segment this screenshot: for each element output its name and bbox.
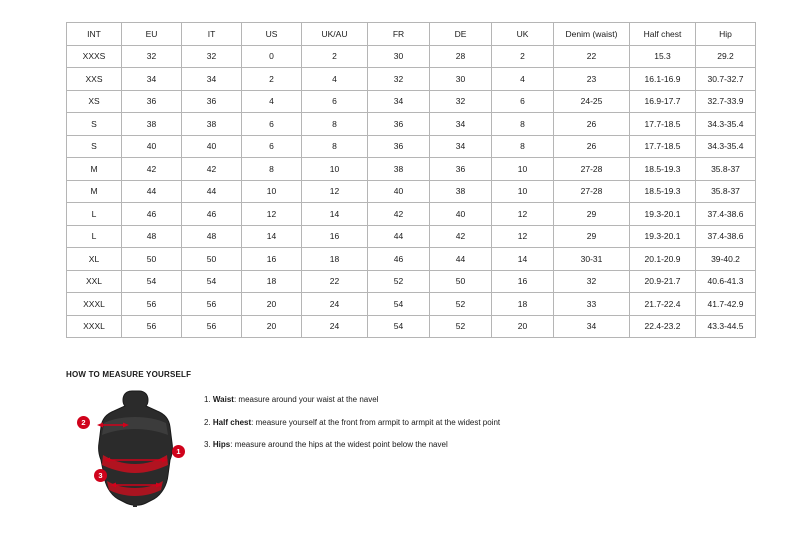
cell: XXS xyxy=(67,68,122,91)
cell: S xyxy=(67,113,122,136)
cell: 23 xyxy=(554,68,630,91)
cell: 40 xyxy=(122,135,182,158)
cell: 24 xyxy=(302,315,368,338)
cell: 48 xyxy=(182,225,242,248)
cell: 56 xyxy=(182,293,242,316)
cell: 42 xyxy=(122,158,182,181)
cell: 16.1-16.9 xyxy=(630,68,696,91)
cell: 10 xyxy=(302,158,368,181)
cell: 18.5-19.3 xyxy=(630,180,696,203)
table-row xyxy=(67,248,756,271)
measure-instruction-text: : measure around the hips at the widest point below the navel xyxy=(230,440,448,450)
cell: 16 xyxy=(302,225,368,248)
cell: 26 xyxy=(554,135,630,158)
cell: 40 xyxy=(368,180,430,203)
cell: 34 xyxy=(430,135,492,158)
cell: 56 xyxy=(122,293,182,316)
cell: 29 xyxy=(554,203,630,226)
table-row xyxy=(67,68,756,91)
cell: 52 xyxy=(430,315,492,338)
measure-instruction-half-chest xyxy=(204,418,500,428)
cell: 20.9-21.7 xyxy=(630,270,696,293)
cell: 42 xyxy=(182,158,242,181)
cell: 20 xyxy=(242,315,302,338)
cell: 46 xyxy=(368,248,430,271)
cell: 48 xyxy=(122,225,182,248)
cell: 6 xyxy=(302,90,368,113)
cell: 56 xyxy=(182,315,242,338)
cell: 6 xyxy=(492,90,554,113)
cell: 17.7-18.5 xyxy=(630,135,696,158)
cell: 22 xyxy=(302,270,368,293)
cell: 2 xyxy=(242,68,302,91)
cell: 19.3-20.1 xyxy=(630,203,696,226)
column-header-uk: UK xyxy=(492,23,554,46)
cell: 34 xyxy=(554,315,630,338)
cell: 50 xyxy=(182,248,242,271)
cell: 8 xyxy=(492,113,554,136)
column-header-hip: Hip xyxy=(696,23,756,46)
cell: 38 xyxy=(430,180,492,203)
how-to-measure-section xyxy=(66,370,798,509)
cell: 18.5-19.3 xyxy=(630,158,696,181)
column-header-us: US xyxy=(242,23,302,46)
cell: 54 xyxy=(368,293,430,316)
cell: 14 xyxy=(302,203,368,226)
cell: 33 xyxy=(554,293,630,316)
cell: 16 xyxy=(492,270,554,293)
cell: XL xyxy=(67,248,122,271)
cell: M xyxy=(67,180,122,203)
cell: 32 xyxy=(554,270,630,293)
cell: 22 xyxy=(554,45,630,68)
cell: 56 xyxy=(122,315,182,338)
cell: 10 xyxy=(242,180,302,203)
cell: 52 xyxy=(430,293,492,316)
measure-instruction-list xyxy=(204,389,500,463)
cell: 20.1-20.9 xyxy=(630,248,696,271)
cell: 37.4-38.6 xyxy=(696,225,756,248)
table-row xyxy=(67,45,756,68)
cell: 36 xyxy=(122,90,182,113)
measure-instruction-waist xyxy=(204,395,500,405)
cell: 32 xyxy=(430,90,492,113)
cell: 12 xyxy=(302,180,368,203)
cell: 12 xyxy=(242,203,302,226)
cell: 29.2 xyxy=(696,45,756,68)
cell: 17.7-18.5 xyxy=(630,113,696,136)
cell: 2 xyxy=(302,45,368,68)
cell: 32 xyxy=(182,45,242,68)
table-row xyxy=(67,90,756,113)
cell: 4 xyxy=(492,68,554,91)
cell: 43.3-44.5 xyxy=(696,315,756,338)
cell: 14 xyxy=(492,248,554,271)
cell: 16.9-17.7 xyxy=(630,90,696,113)
table-row xyxy=(67,158,756,181)
cell: 6 xyxy=(242,135,302,158)
cell: 6 xyxy=(242,113,302,136)
cell: 10 xyxy=(492,180,554,203)
cell: 38 xyxy=(122,113,182,136)
cell: 39-40.2 xyxy=(696,248,756,271)
cell: 41.7-42.9 xyxy=(696,293,756,316)
cell: XXXL xyxy=(67,315,122,338)
table-header-row xyxy=(67,23,756,46)
cell: 50 xyxy=(122,248,182,271)
cell: M xyxy=(67,158,122,181)
column-header-int: INT xyxy=(67,23,122,46)
cell: 32 xyxy=(122,45,182,68)
cell: 44 xyxy=(182,180,242,203)
cell: 15.3 xyxy=(630,45,696,68)
cell: 10 xyxy=(492,158,554,181)
measure-instruction-term: Hips xyxy=(212,440,231,450)
table-row xyxy=(67,225,756,248)
cell: 37.4-38.6 xyxy=(696,203,756,226)
measure-instruction-text: : measure around your waist at the navel xyxy=(233,395,379,404)
table-body xyxy=(67,45,756,338)
column-header-fr: FR xyxy=(368,23,430,46)
cell: 20 xyxy=(492,315,554,338)
column-header-de: DE xyxy=(430,23,492,46)
column-header-eu: EU xyxy=(122,23,182,46)
cell: 18 xyxy=(242,270,302,293)
cell: XXXL xyxy=(67,293,122,316)
table-row xyxy=(67,113,756,136)
cell: 35.8-37 xyxy=(696,158,756,181)
cell: 21.7-22.4 xyxy=(630,293,696,316)
badge-hips: 3 xyxy=(94,469,107,482)
measure-instruction-number: 1. xyxy=(204,395,211,404)
cell: 8 xyxy=(302,135,368,158)
cell: 27-28 xyxy=(554,158,630,181)
cell: L xyxy=(67,225,122,248)
cell: 42 xyxy=(430,225,492,248)
cell: 34.3-35.4 xyxy=(696,135,756,158)
cell: 38 xyxy=(182,113,242,136)
cell: 44 xyxy=(122,180,182,203)
cell: 30 xyxy=(430,68,492,91)
column-header-denim-waist: Denim (waist) xyxy=(554,23,630,46)
cell: 34 xyxy=(368,90,430,113)
cell: 2 xyxy=(492,45,554,68)
cell: 19.3-20.1 xyxy=(630,225,696,248)
table-header xyxy=(67,23,756,46)
cell: 54 xyxy=(182,270,242,293)
measure-instruction-number: 3. xyxy=(204,440,211,450)
cell: 36 xyxy=(182,90,242,113)
cell: 40 xyxy=(182,135,242,158)
cell: 34.3-35.4 xyxy=(696,113,756,136)
cell: 29 xyxy=(554,225,630,248)
cell: 16 xyxy=(242,248,302,271)
cell: 46 xyxy=(182,203,242,226)
cell: L xyxy=(67,203,122,226)
measure-instruction-number: 2. xyxy=(204,417,211,427)
table-row xyxy=(67,270,756,293)
cell: 44 xyxy=(368,225,430,248)
cell: 8 xyxy=(302,113,368,136)
cell: 50 xyxy=(430,270,492,293)
how-to-measure-body xyxy=(66,389,798,509)
cell: 36 xyxy=(430,158,492,181)
cell: 34 xyxy=(182,68,242,91)
cell: 52 xyxy=(368,270,430,293)
cell: 12 xyxy=(492,225,554,248)
cell: 24-25 xyxy=(554,90,630,113)
table-row xyxy=(67,135,756,158)
cell: 34 xyxy=(122,68,182,91)
cell: 26 xyxy=(554,113,630,136)
cell: 44 xyxy=(430,248,492,271)
cell: 22.4-23.2 xyxy=(630,315,696,338)
cell: XXL xyxy=(67,270,122,293)
cell: 20 xyxy=(242,293,302,316)
measure-instruction-text: : measure yourself at the front from armpit to armpit at the widest point xyxy=(251,417,501,427)
cell: 12 xyxy=(492,203,554,226)
cell: 8 xyxy=(242,158,302,181)
cell: XS xyxy=(67,90,122,113)
cell: S xyxy=(67,135,122,158)
cell: 40 xyxy=(430,203,492,226)
measure-instruction-term: Waist xyxy=(212,395,234,404)
cell: XXXS xyxy=(67,45,122,68)
mannequin-figure xyxy=(80,389,190,509)
cell: 4 xyxy=(302,68,368,91)
cell: 36 xyxy=(368,113,430,136)
column-header-half-chest: Half chest xyxy=(630,23,696,46)
cell: 0 xyxy=(242,45,302,68)
cell: 30.7-32.7 xyxy=(696,68,756,91)
measure-instruction-term: Half chest xyxy=(212,417,252,427)
cell: 30 xyxy=(368,45,430,68)
column-header-ukau: UK/AU xyxy=(302,23,368,46)
cell: 30-31 xyxy=(554,248,630,271)
cell: 54 xyxy=(122,270,182,293)
cell: 24 xyxy=(302,293,368,316)
column-header-it: IT xyxy=(182,23,242,46)
badge-waist: 1 xyxy=(172,445,185,458)
cell: 27-28 xyxy=(554,180,630,203)
measure-instruction-hips xyxy=(204,440,500,450)
cell: 18 xyxy=(492,293,554,316)
cell: 40.6-41.3 xyxy=(696,270,756,293)
how-to-measure-title: HOW TO MEASURE YOURSELF xyxy=(66,370,192,379)
cell: 35.8-37 xyxy=(696,180,756,203)
size-chart-table xyxy=(66,22,756,338)
cell: 8 xyxy=(492,135,554,158)
cell: 38 xyxy=(368,158,430,181)
badge-half-chest: 2 xyxy=(77,416,90,429)
cell: 54 xyxy=(368,315,430,338)
table-row xyxy=(67,293,756,316)
cell: 36 xyxy=(368,135,430,158)
table-row xyxy=(67,180,756,203)
table-row xyxy=(67,315,756,338)
cell: 46 xyxy=(122,203,182,226)
cell: 42 xyxy=(368,203,430,226)
cell: 4 xyxy=(242,90,302,113)
cell: 34 xyxy=(430,113,492,136)
cell: 28 xyxy=(430,45,492,68)
cell: 14 xyxy=(242,225,302,248)
table-row xyxy=(67,203,756,226)
cell: 32 xyxy=(368,68,430,91)
cell: 18 xyxy=(302,248,368,271)
cell: 32.7-33.9 xyxy=(696,90,756,113)
